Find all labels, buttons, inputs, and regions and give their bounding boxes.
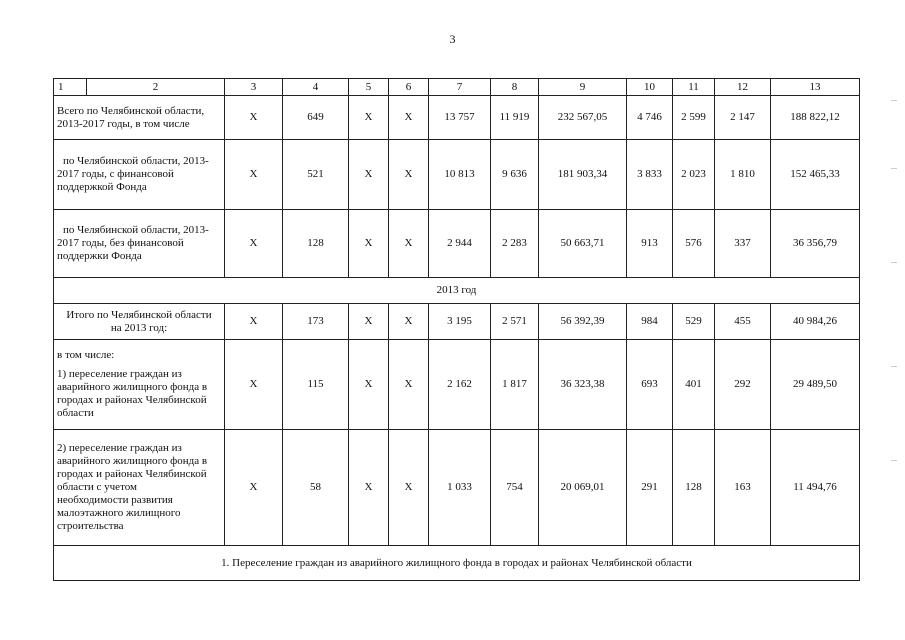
cell-c5: X	[349, 304, 389, 340]
cell-c3: X	[225, 140, 283, 210]
cell-c7: 1 033	[429, 430, 491, 546]
cell-c11: 2 023	[673, 140, 715, 210]
cell-c4: 58	[283, 430, 349, 546]
cell-c12: 455	[715, 304, 771, 340]
cell-c5: X	[349, 430, 389, 546]
cell-c3: X	[225, 430, 283, 546]
cell-c8: 9 636	[491, 140, 539, 210]
row-name	[54, 96, 225, 140]
cell-c12: 292	[715, 340, 771, 430]
cell-c10: 3 833	[627, 140, 673, 210]
cell-c3: X	[225, 304, 283, 340]
cell-c6: X	[389, 304, 429, 340]
cell-c10: 984	[627, 304, 673, 340]
row-name-line: 2) переселение граждан из	[57, 442, 182, 454]
row-name-line: поддержкой Фонда	[57, 181, 147, 193]
cell-c13: 40 984,26	[771, 304, 860, 340]
cell-c4: 649	[283, 96, 349, 140]
row-name-line: строительства	[57, 520, 124, 532]
cell-c6: X	[389, 96, 429, 140]
cell-c3: X	[225, 210, 283, 278]
row-name-line: аварийного жилищного фонда в	[57, 381, 208, 393]
cell-c13: 29 489,50	[771, 340, 860, 430]
page-number: 3	[449, 32, 456, 46]
scan-mark	[891, 168, 897, 169]
cell-c10: 913	[627, 210, 673, 278]
cell-c9: 20 069,01	[539, 430, 627, 546]
cell-c9: 50 663,71	[539, 210, 627, 278]
cell-c11: 529	[673, 304, 715, 340]
header-cell: 2	[87, 79, 225, 96]
row-name-line: аварийного жилищного фонда в	[57, 455, 208, 467]
row-name-line: поддержки Фонда	[57, 250, 142, 262]
header-cell: 10	[627, 79, 673, 96]
row-name-line: городах и районах Челябинской	[57, 468, 207, 480]
cell-c9: 56 392,39	[539, 304, 627, 340]
row-name-line: 2013-2017 годы, в том числе	[57, 117, 190, 130]
header-cell: 5	[349, 79, 389, 96]
cell-c8: 1 817	[491, 340, 539, 430]
row-name-line: Всего по Челябинской области,	[57, 104, 205, 117]
row-name-line: 1) переселение граждан из	[57, 368, 182, 380]
row-name-line: необходимости развития	[57, 494, 173, 506]
cell-c9: 181 903,34	[539, 140, 627, 210]
scan-mark	[891, 262, 897, 263]
row-name-line: области	[57, 407, 94, 419]
cell-c6: X	[389, 210, 429, 278]
header-cell: 11	[673, 79, 715, 96]
table-row	[54, 430, 860, 546]
row-name	[54, 140, 225, 210]
header-cell: 7	[429, 79, 491, 96]
cell-c7: 10 813	[429, 140, 491, 210]
cell-c10: 693	[627, 340, 673, 430]
cell-c5: X	[349, 210, 389, 278]
cell-c7: 3 195	[429, 304, 491, 340]
year-heading-row	[54, 278, 860, 304]
cell-c13: 11 494,76	[771, 430, 860, 546]
cell-c12: 2 147	[715, 96, 771, 140]
scan-mark	[891, 100, 897, 101]
header-cell: 1	[54, 79, 87, 96]
cell-c11: 401	[673, 340, 715, 430]
row-name-line: 2017 годы, без финансовой	[57, 237, 184, 249]
cell-c12: 1 810	[715, 140, 771, 210]
cell-c7: 13 757	[429, 96, 491, 140]
header-row	[54, 79, 860, 96]
year-heading: 2013 год	[54, 278, 860, 304]
cell-c12: 337	[715, 210, 771, 278]
table-row	[54, 340, 860, 430]
row-name	[54, 340, 225, 430]
row-name-line: городах и районах Челябинской	[57, 394, 207, 406]
row-name-line: области с учетом	[57, 481, 137, 493]
table-row	[54, 210, 860, 278]
cell-c4: 521	[283, 140, 349, 210]
row-name-line: в том числе:	[57, 349, 115, 361]
header-cell: 4	[283, 79, 349, 96]
header-cell: 3	[225, 79, 283, 96]
cell-c8: 2 571	[491, 304, 539, 340]
cell-c13: 36 356,79	[771, 210, 860, 278]
cell-c7: 2 162	[429, 340, 491, 430]
cell-c9: 232 567,05	[539, 96, 627, 140]
table-row	[54, 304, 860, 340]
row-name-line: Итого по Челябинской области	[66, 308, 212, 321]
cell-c4: 173	[283, 304, 349, 340]
cell-c8: 2 283	[491, 210, 539, 278]
row-name	[54, 430, 225, 546]
cell-c5: X	[349, 140, 389, 210]
cell-c10: 291	[627, 430, 673, 546]
cell-c7: 2 944	[429, 210, 491, 278]
cell-c8: 754	[491, 430, 539, 546]
header-cell: 8	[491, 79, 539, 96]
header-cell: 13	[771, 79, 860, 96]
cell-c12: 163	[715, 430, 771, 546]
scan-mark	[891, 366, 897, 367]
section-heading-row	[54, 546, 860, 581]
table-row	[54, 140, 860, 210]
cell-c13: 152 465,33	[771, 140, 860, 210]
row-name-line: по Челябинской области, 2013-	[63, 155, 209, 167]
cell-c13: 188 822,12	[771, 96, 860, 140]
cell-c4: 128	[283, 210, 349, 278]
program-table	[53, 78, 860, 581]
row-name	[54, 210, 225, 278]
section-heading: 1. Переселение граждан из аварийного жилищного фонда в городах и районах Челябинской области	[54, 546, 860, 581]
cell-c3: X	[225, 96, 283, 140]
scan-mark	[891, 460, 897, 461]
cell-c8: 11 919	[491, 96, 539, 140]
table-row	[54, 96, 860, 140]
cell-c3: X	[225, 340, 283, 430]
header-cell: 9	[539, 79, 627, 96]
cell-c6: X	[389, 430, 429, 546]
row-name	[54, 304, 225, 340]
header-cell: 6	[389, 79, 429, 96]
cell-c5: X	[349, 96, 389, 140]
row-name-line: на 2013 год:	[110, 321, 168, 334]
cell-c6: X	[389, 140, 429, 210]
cell-c11: 2 599	[673, 96, 715, 140]
header-cell: 12	[715, 79, 771, 96]
cell-c10: 4 746	[627, 96, 673, 140]
row-name-line: по Челябинской области, 2013-	[63, 224, 209, 236]
row-name-line: малоэтажного жилищного	[57, 507, 181, 519]
cell-c9: 36 323,38	[539, 340, 627, 430]
cell-c6: X	[389, 340, 429, 430]
cell-c11: 576	[673, 210, 715, 278]
cell-c5: X	[349, 340, 389, 430]
cell-c4: 115	[283, 340, 349, 430]
cell-c11: 128	[673, 430, 715, 546]
row-name-line: 2017 годы, с финансовой	[57, 168, 174, 180]
